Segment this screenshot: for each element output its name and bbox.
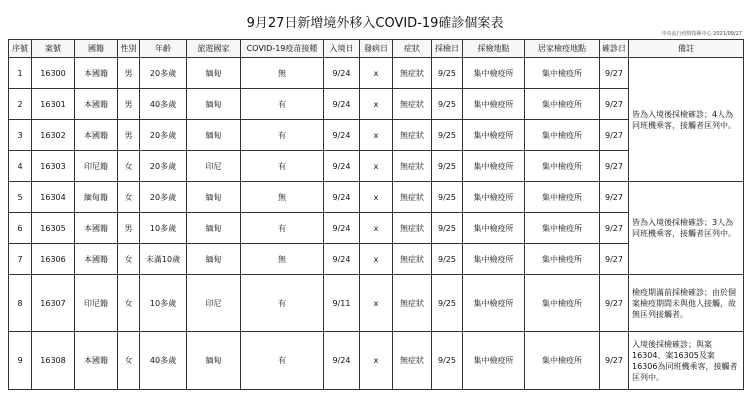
cell-symptoms: 無症狀 — [393, 332, 432, 390]
cell-remarks: 皆為入境後採檢確診；4人為同班機乘客，接觸者匡列中。 — [629, 58, 744, 182]
cell-nationality: 本國籍 — [75, 120, 118, 151]
cell-age: 10多歲 — [140, 213, 187, 244]
cell-sex: 男 — [118, 120, 140, 151]
cell-sex: 女 — [118, 275, 140, 332]
source-note: 中央流行疫情指揮中心 2021/09/27 — [661, 31, 742, 37]
cell-quarantine-location: 集中檢疫所 — [525, 244, 600, 275]
cell-entry-date: 9/24 — [324, 182, 360, 213]
header-travel-country: 旅遊國家 — [187, 40, 241, 58]
page-title: 9月27日新增境外移入COVID-19確診個案表 — [246, 16, 504, 31]
cell-travel-country: 緬甸 — [187, 120, 241, 151]
cell-seq: 2 — [9, 89, 32, 120]
cell-nationality: 印尼籍 — [75, 151, 118, 182]
cell-symptoms: 無症狀 — [393, 182, 432, 213]
cell-symptoms: 無症狀 — [393, 244, 432, 275]
cell-travel-country: 緬甸 — [187, 213, 241, 244]
cell-case-no: 16307 — [32, 275, 75, 332]
cell-entry-date: 9/11 — [324, 275, 360, 332]
cell-vaccination: 有 — [241, 89, 324, 120]
cell-seq: 5 — [9, 182, 32, 213]
cell-onset-date: x — [360, 213, 393, 244]
cell-confirm-date: 9/27 — [600, 213, 629, 244]
cell-test-location: 集中檢疫所 — [463, 213, 525, 244]
cell-age: 20多歲 — [140, 151, 187, 182]
cell-case-no: 16305 — [32, 213, 75, 244]
header-sex: 性別 — [118, 40, 140, 58]
cell-entry-date: 9/24 — [324, 151, 360, 182]
cell-quarantine-location: 集中檢疫所 — [525, 182, 600, 213]
cell-test-location: 集中檢疫所 — [463, 332, 525, 390]
cell-travel-country: 緬甸 — [187, 332, 241, 390]
cell-confirm-date: 9/27 — [600, 89, 629, 120]
cell-vaccination: 無 — [241, 244, 324, 275]
cell-test-location: 集中檢疫所 — [463, 275, 525, 332]
cell-symptoms: 無症狀 — [393, 120, 432, 151]
cell-vaccination: 有 — [241, 332, 324, 390]
cell-sex: 女 — [118, 332, 140, 390]
cell-case-no: 16301 — [32, 89, 75, 120]
header-test-location: 採檢地點 — [463, 40, 525, 58]
cell-sex: 女 — [118, 182, 140, 213]
header-confirm-date: 確診日 — [600, 40, 629, 58]
cell-test-date: 9/25 — [432, 151, 463, 182]
cell-remarks: 入境後採檢確診；與案16304、案16305及案16306為同班機乘客，接觸者匡列中。 — [629, 332, 744, 390]
cell-vaccination: 有 — [241, 120, 324, 151]
cell-vaccination: 有 — [241, 213, 324, 244]
header-entry-date: 入境日 — [324, 40, 360, 58]
header-vaccination: COVID-19疫苗接種 — [241, 40, 324, 58]
cell-test-date: 9/25 — [432, 332, 463, 390]
cell-test-location: 集中檢疫所 — [463, 151, 525, 182]
cell-travel-country: 緬甸 — [187, 89, 241, 120]
cell-nationality: 本國籍 — [75, 244, 118, 275]
cell-nationality: 本國籍 — [75, 332, 118, 390]
cell-case-no: 16302 — [32, 120, 75, 151]
cell-entry-date: 9/24 — [324, 332, 360, 390]
cell-quarantine-location: 集中檢疫所 — [525, 151, 600, 182]
cell-entry-date: 9/24 — [324, 89, 360, 120]
cell-age: 20多歲 — [140, 120, 187, 151]
cell-age: 40多歲 — [140, 89, 187, 120]
cell-symptoms: 無症狀 — [393, 58, 432, 89]
cell-age: 10多歲 — [140, 275, 187, 332]
cell-test-date: 9/25 — [432, 244, 463, 275]
header-case-no: 案號 — [32, 40, 75, 58]
cell-test-date: 9/25 — [432, 58, 463, 89]
cell-sex: 女 — [118, 244, 140, 275]
cell-age: 40多歲 — [140, 332, 187, 390]
cell-sex: 男 — [118, 89, 140, 120]
header-onset-date: 發病日 — [360, 40, 393, 58]
cell-age: 20多歲 — [140, 182, 187, 213]
cell-test-date: 9/25 — [432, 89, 463, 120]
cell-test-date: 9/25 — [432, 275, 463, 332]
cell-confirm-date: 9/27 — [600, 120, 629, 151]
cell-test-date: 9/25 — [432, 120, 463, 151]
table-row — [9, 332, 744, 390]
cell-seq: 9 — [9, 332, 32, 390]
cell-vaccination: 無 — [241, 58, 324, 89]
cell-travel-country: 印尼 — [187, 151, 241, 182]
header-nationality: 國籍 — [75, 40, 118, 58]
cell-sex: 男 — [118, 213, 140, 244]
cell-travel-country: 緬甸 — [187, 244, 241, 275]
cell-onset-date: x — [360, 275, 393, 332]
cell-confirm-date: 9/27 — [600, 151, 629, 182]
cell-onset-date: x — [360, 151, 393, 182]
header-quarantine-location: 居家檢疫地點 — [525, 40, 600, 58]
header-symptoms: 症狀 — [393, 40, 432, 58]
cell-seq: 4 — [9, 151, 32, 182]
cell-nationality: 本國籍 — [75, 89, 118, 120]
cell-case-no: 16300 — [32, 58, 75, 89]
header-age: 年齡 — [140, 40, 187, 58]
cell-travel-country: 印尼 — [187, 275, 241, 332]
cell-vaccination: 有 — [241, 151, 324, 182]
cell-onset-date: x — [360, 120, 393, 151]
cell-quarantine-location: 集中檢疫所 — [525, 275, 600, 332]
cell-quarantine-location: 集中檢疫所 — [525, 120, 600, 151]
table-header-row — [9, 40, 744, 58]
cell-remarks: 檢疫期滿前採檢確診；由於個案檢疫期間未與他人接觸，故無匡列接觸者。 — [629, 275, 744, 332]
cell-case-no: 16306 — [32, 244, 75, 275]
header-remarks: 備註 — [629, 40, 744, 58]
cell-symptoms: 無症狀 — [393, 151, 432, 182]
cell-test-location: 集中檢疫所 — [463, 58, 525, 89]
cell-entry-date: 9/24 — [324, 213, 360, 244]
cell-symptoms: 無症狀 — [393, 213, 432, 244]
cell-case-no: 16304 — [32, 182, 75, 213]
cell-seq: 6 — [9, 213, 32, 244]
cell-vaccination: 有 — [241, 275, 324, 332]
cell-sex: 女 — [118, 151, 140, 182]
cell-symptoms: 無症狀 — [393, 89, 432, 120]
cell-remarks: 皆為入境後採檢確診；3人為同班機乘客，接觸者匡列中。 — [629, 182, 744, 275]
cell-onset-date: x — [360, 182, 393, 213]
cell-test-date: 9/25 — [432, 213, 463, 244]
header-test-date: 採檢日 — [432, 40, 463, 58]
cell-confirm-date: 9/27 — [600, 244, 629, 275]
cell-case-no: 16303 — [32, 151, 75, 182]
table-row — [9, 275, 744, 332]
cell-confirm-date: 9/27 — [600, 58, 629, 89]
cell-confirm-date: 9/27 — [600, 182, 629, 213]
cell-nationality: 緬甸籍 — [75, 182, 118, 213]
cell-test-location: 集中檢疫所 — [463, 182, 525, 213]
cell-onset-date: x — [360, 332, 393, 390]
cell-nationality: 本國籍 — [75, 213, 118, 244]
cell-seq: 1 — [9, 58, 32, 89]
cell-symptoms: 無症狀 — [393, 275, 432, 332]
cell-test-location: 集中檢疫所 — [463, 244, 525, 275]
cell-confirm-date: 9/27 — [600, 332, 629, 390]
cell-entry-date: 9/24 — [324, 120, 360, 151]
cell-travel-country: 緬甸 — [187, 182, 241, 213]
table-row — [9, 182, 744, 213]
cell-test-date: 9/25 — [432, 182, 463, 213]
cell-case-no: 16308 — [32, 332, 75, 390]
cell-quarantine-location: 集中檢疫所 — [525, 89, 600, 120]
cell-travel-country: 緬甸 — [187, 58, 241, 89]
cell-onset-date: x — [360, 89, 393, 120]
cell-sex: 男 — [118, 58, 140, 89]
cell-seq: 3 — [9, 120, 32, 151]
table-row — [9, 58, 744, 89]
cell-vaccination: 無 — [241, 182, 324, 213]
cell-seq: 8 — [9, 275, 32, 332]
cell-test-location: 集中檢疫所 — [463, 89, 525, 120]
cell-entry-date: 9/24 — [324, 58, 360, 89]
cell-age: 20多歲 — [140, 58, 187, 89]
cell-nationality: 本國籍 — [75, 58, 118, 89]
cell-age: 未滿10歲 — [140, 244, 187, 275]
cell-nationality: 印尼籍 — [75, 275, 118, 332]
cell-quarantine-location: 集中檢疫所 — [525, 58, 600, 89]
cell-quarantine-location: 集中檢疫所 — [525, 332, 600, 390]
cell-test-location: 集中檢疫所 — [463, 120, 525, 151]
cell-onset-date: x — [360, 58, 393, 89]
cell-entry-date: 9/24 — [324, 244, 360, 275]
header-seq: 序號 — [9, 40, 32, 58]
cell-seq: 7 — [9, 244, 32, 275]
cell-onset-date: x — [360, 244, 393, 275]
cell-quarantine-location: 集中檢疫所 — [525, 213, 600, 244]
case-table — [8, 39, 744, 390]
cell-confirm-date: 9/27 — [600, 275, 629, 332]
